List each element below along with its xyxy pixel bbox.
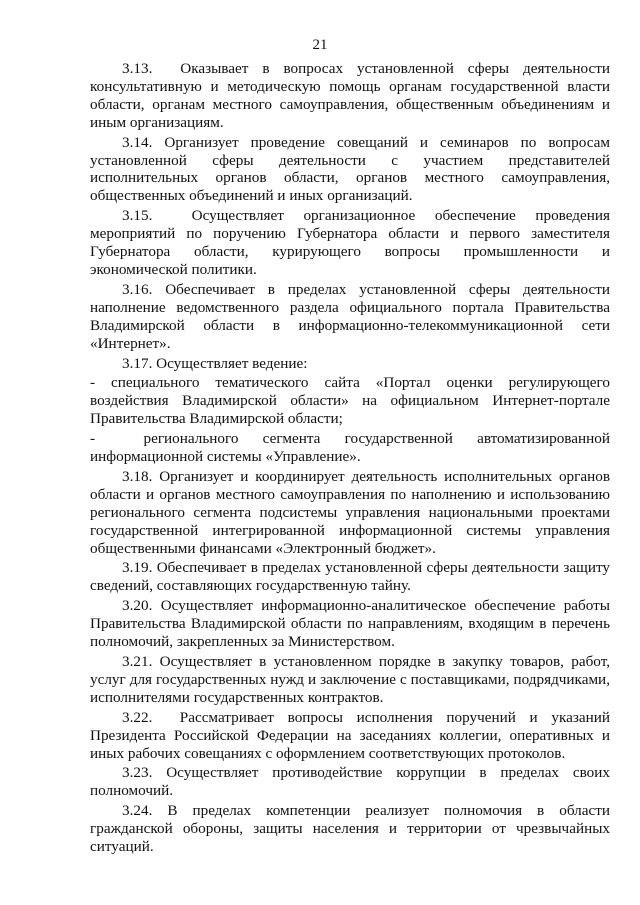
paragraph-3-15: 3.15. Осуществляет организационное обеспечение проведения мероприятий по поручению Губернатора области и первого заместителя Губернатора области, курирующего вопросы промышленности и экономической политики.: [90, 207, 610, 278]
paragraph-3-17: 3.17. Осуществляет ведение:: [122, 354, 308, 372]
page-number: 21: [312, 37, 328, 53]
list-item-portal: - специального тематического сайта «Портал оценки регулирующего воздействия Владимирской области» на официальном Интернет-портале Правительства Владимирской области;: [90, 374, 610, 428]
paragraph-3-21: 3.21. Осуществляет в установленном порядке в закупку товаров, работ, услуг для государственных нужд и заключение с поставщиками, подрядчиками, исполнителями государственных контрактов.: [90, 653, 610, 706]
paragraph-3-16: 3.16. Обеспечивает в пределах установленной сферы деятельности наполнение ведомственного раздела официального портала Правительства Владимирской области в информационно-телекоммуникационной сети «Интернет».: [90, 280, 610, 352]
paragraph-3-14: 3.14. Организует проведение совещаний и семинаров по вопросам установленной сферы деятельности с участием представителей исполнительных органов области, органов местного самоуправления, общественных объединений и иных организаций.: [90, 133, 610, 205]
paragraph-3-20: 3.20. Осуществляет информационно-аналитическое обеспечение работы Правительства Владимирской области по направлениям, входящим в перечень полномочий, закрепленных за Министерством.: [90, 597, 610, 651]
paragraph-3-23: 3.23. Осуществляет противодействие коррупции в пределах своих полномочий.: [90, 764, 610, 800]
paragraph-3-24: 3.24. В пределах компетенции реализует полномочия в области гражданской обороны, защиты населения и территории от чрезвычайных ситуаций.: [90, 802, 610, 856]
document-body: [90, 60, 610, 858]
paragraph-3-22: 3.22. Рассматривает вопросы исполнения поручений и указаний Президента Российской Федерации на заседаниях коллегии, оперативных и иных рабочих совещаниях с оформлением соответствующих протоколов.: [90, 708, 610, 762]
paragraph-3-19: 3.19. Обеспечивает в пределах установленной сферы деятельности защиту сведений, составляющих государственную тайну.: [90, 559, 610, 595]
list-item-regional-segment: - регионального сегмента государственной автоматизированной информационной системы «Управление».: [90, 430, 610, 466]
paragraph-3-13: 3.13. Оказывает в вопросах установленной сферы деятельности консультативную и методическую помощь органам государственной власти области, органам местного самоуправления, общественным объединениям и иным организациям.: [90, 60, 610, 131]
paragraph-3-18: 3.18. Организует и координирует деятельность исполнительных органов области и органов местного самоуправления по наполнению и использованию регионального сегмента подсистемы управления национальными проектами государственной интегрированной информационной системы управления общественными финансами «Электронный бюджет».: [90, 467, 610, 557]
